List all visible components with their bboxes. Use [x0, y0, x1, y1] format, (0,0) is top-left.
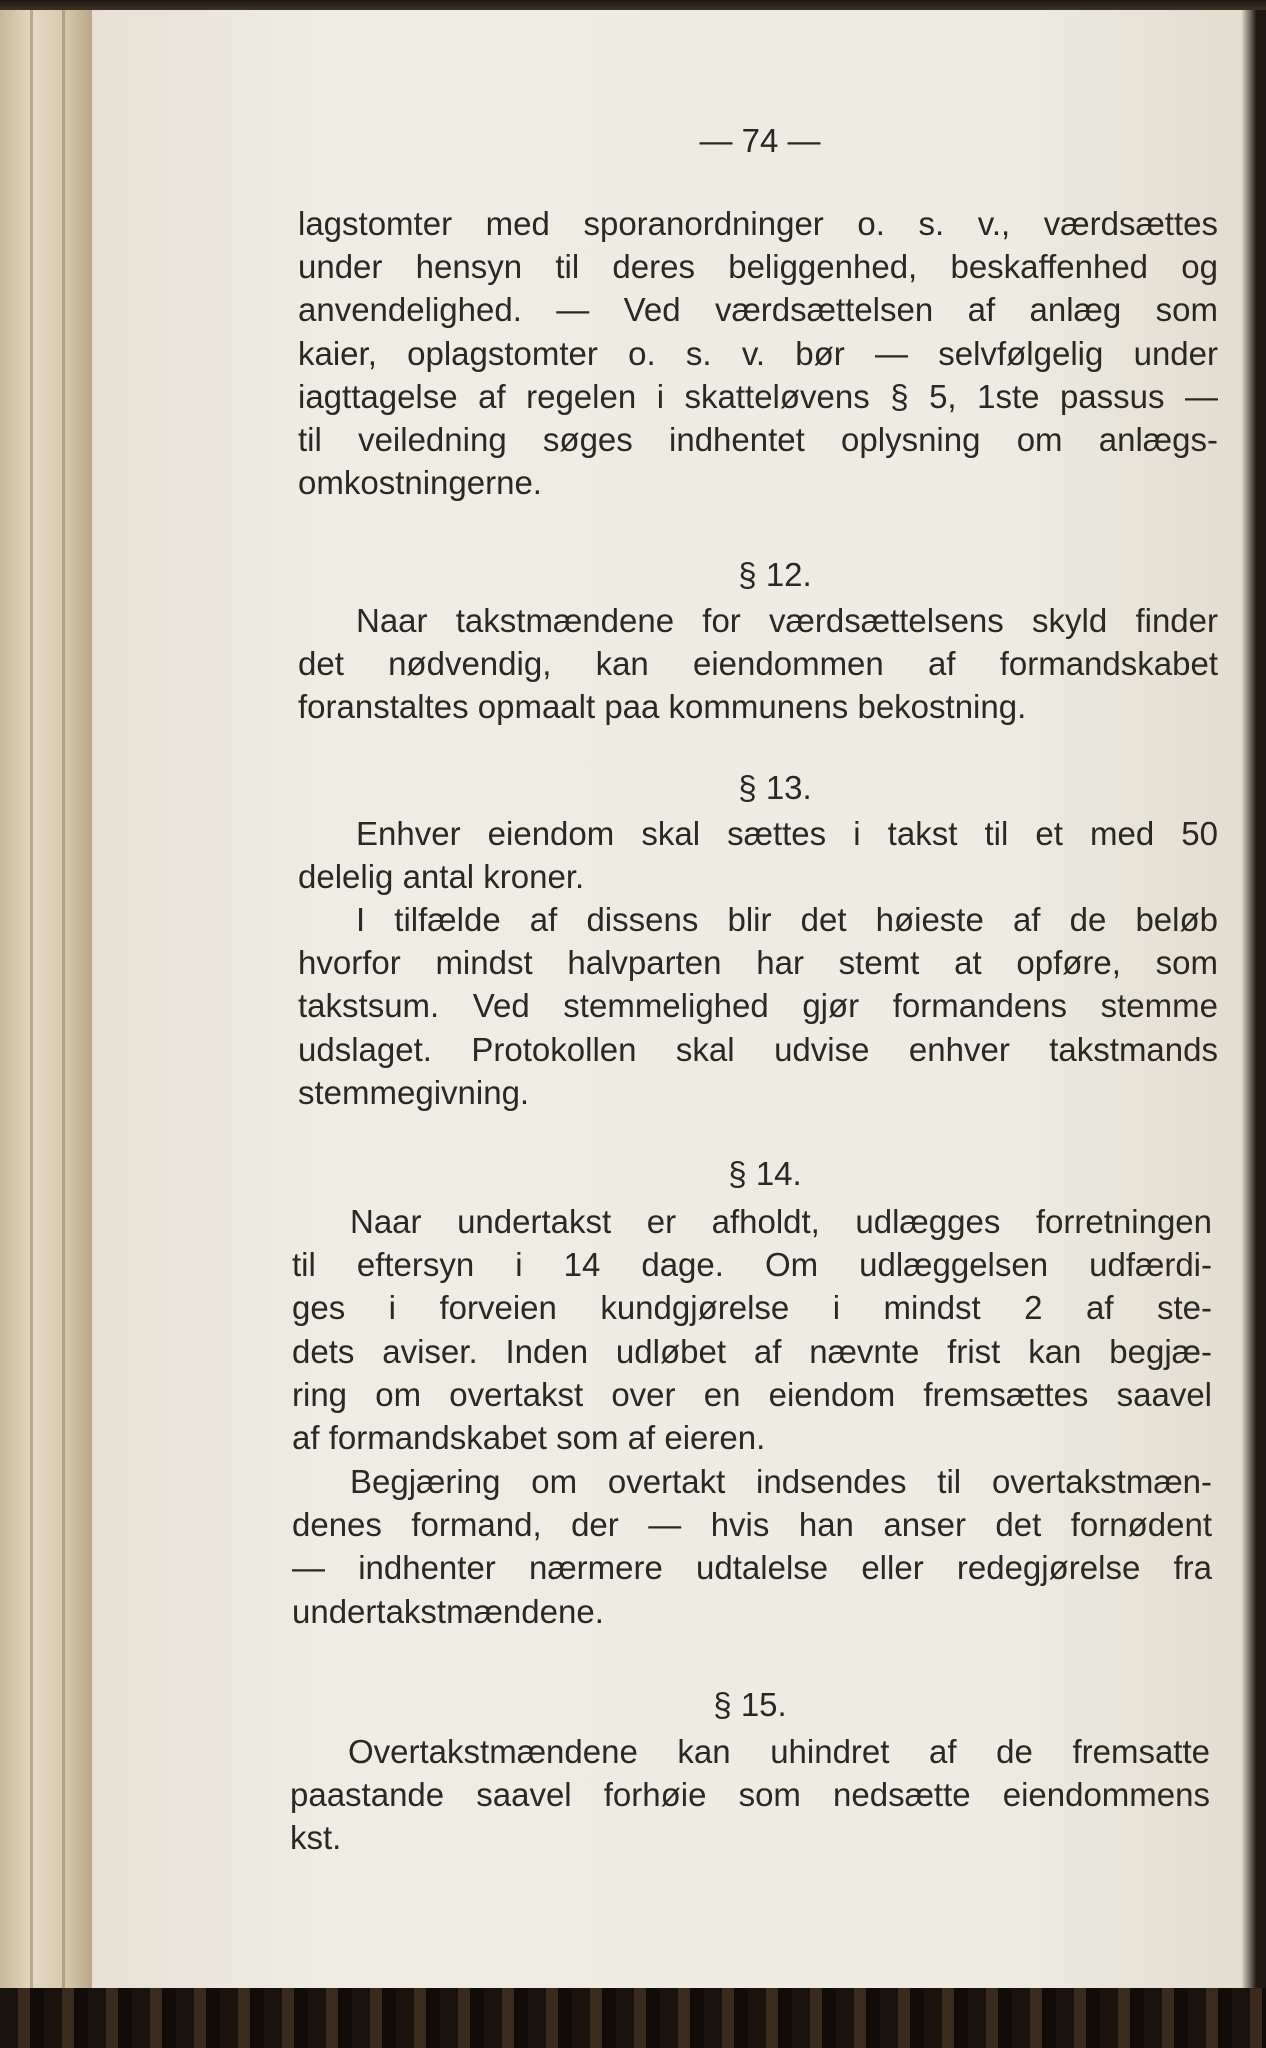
text-line: omkostningerne. [298, 464, 542, 502]
text-line: Enhver eiendom skal sættes i takst til et med 50 [356, 815, 1218, 852]
text-line: kst. [290, 1819, 342, 1857]
text-line: dets aviser. Inden udløbet af nævnte frist kan begjæ- [292, 1332, 1212, 1370]
text-line: Naar takstmændene for værdsættelsens skyld finder [356, 602, 1218, 639]
section-13-paragraph-2 [298, 898, 1218, 1114]
text-line: takstsum. Ved stemmelighed gjør formandens stemme [298, 987, 1218, 1025]
section-15-paragraph [290, 1730, 1210, 1860]
text-line: ring om overtakst over en eiendom fremsættes saavel [292, 1375, 1212, 1413]
text-line: — indhenter nærmere udtalelse eller redegjørelse fra [292, 1549, 1212, 1587]
text-line: stemmegivning. [298, 1073, 530, 1111]
text-line: udslaget. Protokollen skal udvise enhver takstmands [298, 1030, 1218, 1068]
text-line: foranstaltes opmaalt paa kommunens bekostning. [298, 688, 1027, 726]
text-line: til veiledning søges indhentet oplysning om anlægs- [298, 420, 1218, 458]
text-line: Naar undertakst er afholdt, udlægges forretningen [350, 1203, 1212, 1240]
text-line: af formandskabet som af eieren. [292, 1418, 766, 1456]
text-line: under hensyn til deres beliggenhed, beskaffenhed og [298, 248, 1218, 286]
text-line: anvendelighed. — Ved værdsættelsen af anlæg som [298, 291, 1218, 329]
section-heading-15: § 15. [713, 1686, 787, 1723]
text-line: ges i forveien kundgjørelse i mindst 2 af ste- [292, 1289, 1212, 1327]
section-12-paragraph [298, 599, 1218, 729]
text-line: paastande saavel forhøie som nedsætte eiendommens [290, 1776, 1210, 1814]
section-14-paragraph-1 [292, 1200, 1212, 1459]
text-line: undertakstmændene. [292, 1592, 604, 1630]
section-heading-13: § 13. [738, 769, 812, 806]
section-heading-12: § 12. [738, 556, 812, 593]
spine-fold-line [62, 10, 65, 1990]
text-line: Overtakstmændene kan uhindret af de fremsatte [348, 1733, 1210, 1770]
intro-paragraph [298, 202, 1218, 504]
text-line: det nødvendig, kan eiendommen af formandskabet [298, 645, 1218, 683]
section-14-paragraph-2 [292, 1460, 1212, 1633]
text-line: denes formand, der — hvis han anser det fornødent [292, 1506, 1212, 1544]
text-line: Begjæring om overtakt indsendes til overtakstmæn- [350, 1463, 1212, 1500]
page-number: — 74 — [699, 122, 821, 159]
text-line: I tilfælde af dissens blir det høieste af de beløb [356, 901, 1218, 938]
book-bottom-edge [0, 1988, 1266, 2048]
text-line: iagttagelse af regelen i skatteløvens § 5, 1ste passus — [298, 377, 1218, 415]
spine-fold-line [30, 10, 33, 1990]
text-line: lagstomter med sporanordninger o. s. v., værdsættes [298, 205, 1218, 242]
text-line: hvorfor mindst halvparten har stemt at opføre, som [298, 944, 1218, 982]
text-line: delelig antal kroner. [298, 858, 585, 896]
section-heading-14: § 14. [728, 1155, 802, 1192]
section-13-paragraph-1 [298, 812, 1218, 898]
text-line: kaier, oplagstomter o. s. v. bør — selvfølgelig under [298, 334, 1218, 372]
book-right-edge [1242, 10, 1266, 1990]
text-line: til eftersyn i 14 dage. Om udlæggelsen udfærdi- [292, 1246, 1212, 1284]
book-spine [0, 10, 92, 1990]
